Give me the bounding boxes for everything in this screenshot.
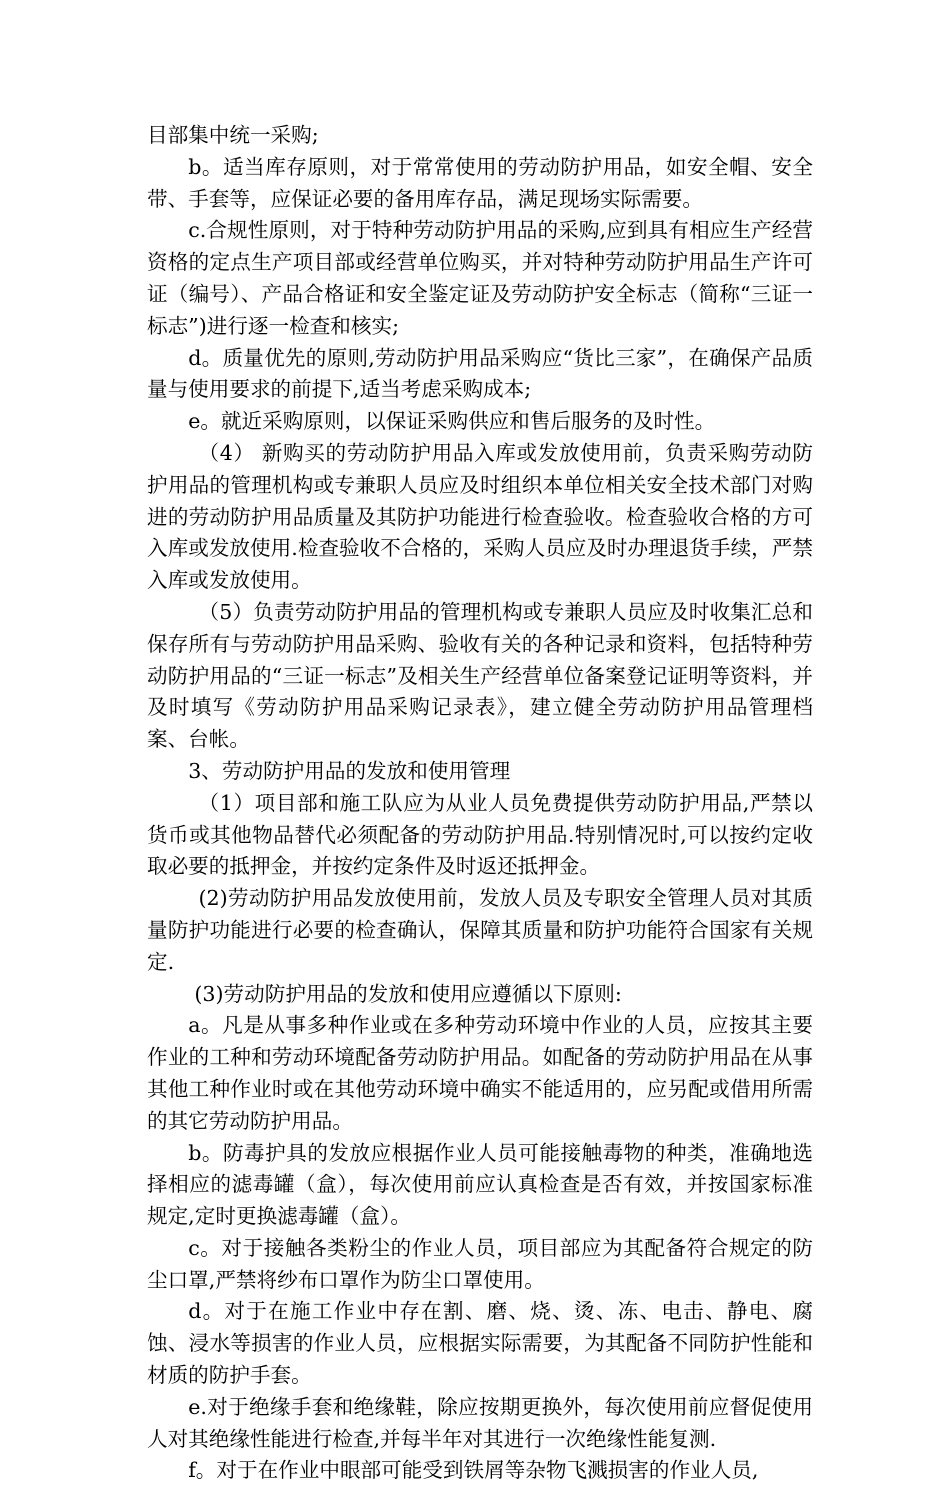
paragraph-9: （1）项目部和施工队应为从业人员免费提供劳动防护用品,严禁以货币或其他物品替代必须配备的劳动防护用品.特别情况时,可以按约定收取必要的抵押金，并按约定条件及时返还抵押金。 [147, 790, 813, 879]
paragraph-3: c.合规性原则，对于特种劳动防护用品的采购,应到具有相应生产经营资格的定点生产项目部或经营单位购买，并对特种劳动防护用品生产许可证（编号）、产品合格证和安全鉴定证及劳动防护安全标志（简称“三证一标志”)进行逐一检查和核实; [147, 218, 813, 338]
paragraph-15: d。对于在施工作业中存在割、磨、烧、烫、冻、电击、静电、腐蚀、浸水等损害的作业人员，应根据实际需要，为其配备不同防护性能和材质的防护手套。 [147, 1299, 813, 1388]
paragraph-11: (3)劳动防护用品的发放和使用应遵循以下原则: [194, 981, 622, 1006]
paragraph-7: （5）负责劳动防护用品的管理机构或专兼职人员应及时收集汇总和保存所有与劳动防护用品采购、验收有关的各种记录和资料，包括特种劳动防护用品的“三证一标志”及相关生产经营单位备案登记证明等资料，并及时填写《劳动防护用品采购记录表》，建立健全劳动防护用品管理档案、台帐。 [147, 599, 813, 752]
paragraph-4: d。质量优先的原则,劳动防护用品采购应“货比三家”，在确保产品质量与使用要求的前提下,适当考虑采购成本; [147, 345, 813, 402]
document-body [147, 120, 813, 1487]
paragraph-2: b。适当库存原则，对于常常使用的劳动防护用品，如安全帽、安全带、手套等，应保证必要的备用库存品，满足现场实际需要。 [147, 154, 813, 211]
paragraph-10: (2)劳动防护用品发放使用前，发放人员及专职安全管理人员对其质量防护功能进行必要的检查确认，保障其质量和防护功能符合国家有关规定. [147, 886, 813, 974]
paragraph-1: 目部集中统一采购; [147, 123, 319, 147]
paragraph-17: f。对于在作业中眼部可能受到铁屑等杂物飞溅损害的作业人员, [188, 1458, 759, 1483]
paragraph-12: a。凡是从事多种作业或在多种劳动环境中作业的人员，应按其主要作业的工种和劳动环境配备劳动防护用品。如配备的劳动防护用品在从事其他工种作业时或在其他劳动环境中确实不能适用的，应另配或借用所需的其它劳动防护用品。 [147, 1013, 813, 1133]
paragraph-14: c。对于接触各类粉尘的作业人员，项目部应为其配备符合规定的防尘口罩,严禁将纱布口罩作为防尘口罩使用。 [147, 1235, 813, 1292]
paragraph-6: （4） 新购买的劳动防护用品入库或发放使用前，负责采购劳动防护用品的管理机构或专兼职人员应及时组织本单位相关安全技术部门对购进的劳动防护用品质量及其防护功能进行检查验收。检查验收合格的方可入库或发放使用.检查验收不合格的，采购人员应及时办理退货手续，严禁入库或发放使用。 [147, 440, 813, 593]
paragraph-5: e。就近采购原则，以保证采购供应和售后服务的及时性。 [188, 409, 716, 434]
paragraph-16: e.对于绝缘手套和绝缘鞋，除应按期更换外，每次使用前应督促使用人对其绝缘性能进行检查,并每半年对其进行一次绝缘性能复测. [147, 1394, 813, 1451]
paragraph-13: b。防毒护具的发放应根据作业人员可能接触毒物的种类，准确地选择相应的滤毒罐（盒），每次使用前应认真检查是否有效，并按国家标准规定,定时更换滤毒罐（盒）。 [147, 1140, 813, 1229]
section-heading-3: 3、劳动防护用品的发放和使用管理 [188, 758, 511, 783]
